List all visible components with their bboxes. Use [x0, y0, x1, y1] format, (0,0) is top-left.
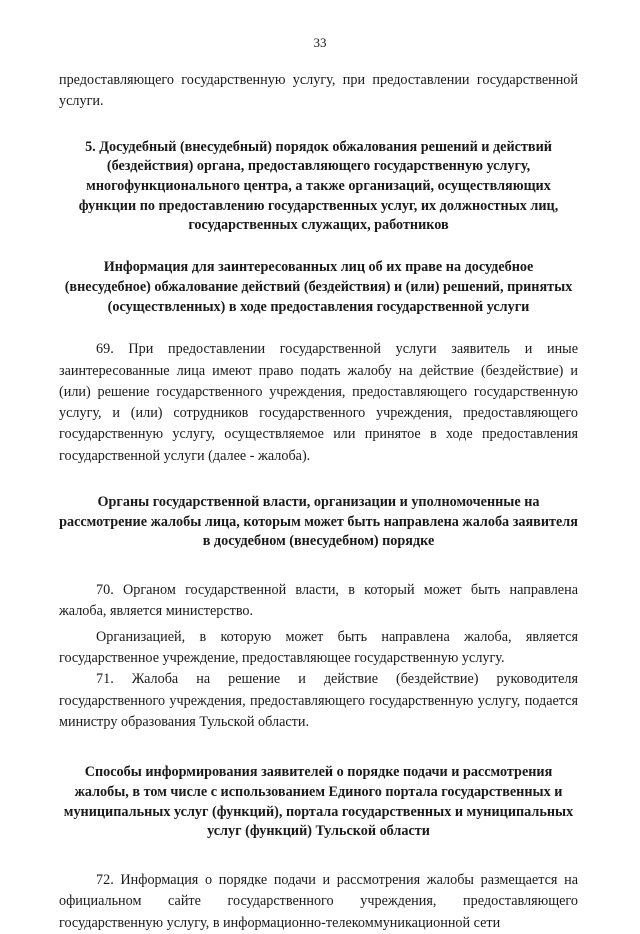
heading-info-rights: Информация для заинтересованных лиц об их праве на досудебное (внесудебное) обжалование действий (бездействия) и (или) решений, принятых (осуществленных) в ходе предоставления государственной услуги — [64, 259, 573, 315]
section-5-title: 5. Досудебный (внесудебный) порядок обжалования решений и действий (бездействия) органа, предоставляющего государственную услугу, многофункционального центра, а также организаций, осуществляющих функции по предоставлению государственных услуг, их должностных лиц, государственных служащих, работников — [78, 138, 559, 234]
document-body — [59, 70, 578, 934]
paragraph-70-organization: Организацией, в которую может быть направлена жалоба, является государственное учреждение, предоставляющее государственную услугу. — [59, 628, 578, 666]
heading-authorities: Органы государственной власти, организации и уполномоченные на рассмотрение жалобы лица, которым может быть направлена жалоба заявителя в досудебном (внесудебном) порядке — [59, 494, 578, 550]
paragraph-70: 70. Органом государственной власти, в который может быть направлена жалоба, является министерство. — [59, 582, 578, 620]
page-number: 33 — [313, 35, 327, 50]
paragraph-72: 72. Информация о порядке подачи и рассмотрения жалобы размещается на официальном сайте государственного учреждения, предоставляющего государственную услугу, в информационно-телекоммуникационной сети — [59, 872, 578, 931]
paragraph-71: 71. Жалоба на решение и действие (бездействие) руководителя государственного учреждения, предоставляющего государственную услугу, подается министру образования Тульской области. — [59, 671, 578, 730]
paragraph-continuation: предоставляющего государственную услугу, при предоставлении государственной услуги. — [59, 72, 578, 110]
paragraph-69: 69. При предоставлении государственной услуги заявитель и иные заинтересованные лица имеют право подать жалобу на действие (бездействие) и (или) решение государственного учреждения, предоставляющего государственную услугу, и (или) сотрудников государственного учреждения, предоставляющего государственную услугу, осуществляемое или принятое в ходе предоставления государственной услуги (далее - жалоба). — [59, 341, 578, 464]
heading-informing-methods: Способы информирования заявителей о порядке подачи и рассмотрения жалобы, в том числе с использованием Единого портала государственных и муниципальных услуг (функций), портала государственных и муниципальных услуг (функций) Тульской области — [63, 764, 574, 840]
